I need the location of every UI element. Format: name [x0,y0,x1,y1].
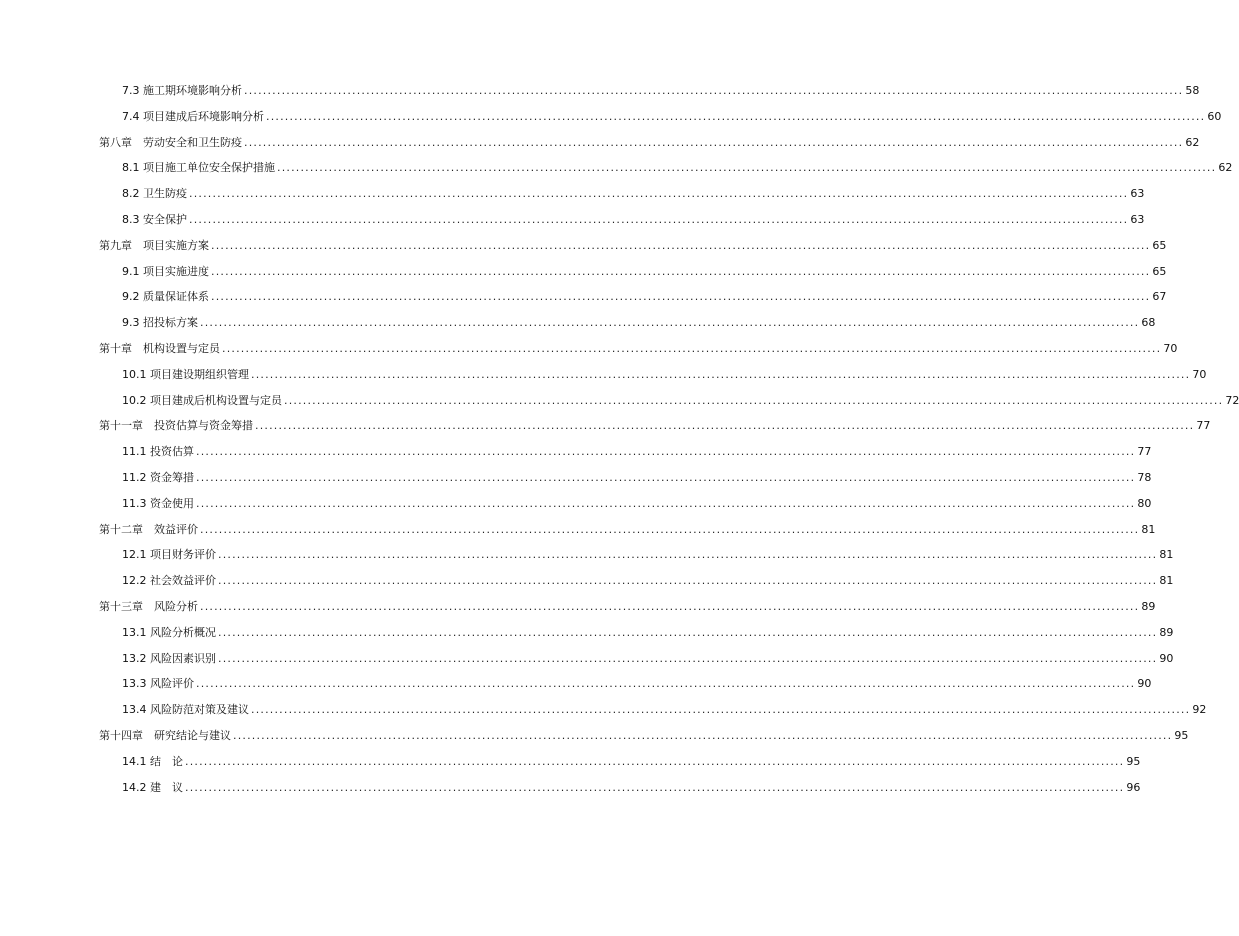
toc-leader-dots: ........................................................................................................................................................................................................ [277,161,1217,175]
toc-chapter-entry[interactable] [0,419,1211,445]
toc-leader-dots: ........................................................................................................................................................................................................ [211,264,1151,278]
toc-entry-page: 70 [1163,341,1178,355]
toc-entry-title: 8.2 卫生防疫 [122,187,187,201]
toc-chapter-entry[interactable] [0,341,1178,368]
toc-entry[interactable] [0,470,1152,497]
toc-entry-page: 77 [1196,419,1211,433]
toc-entry-title: 第十章 机构设置与定员 [99,341,220,355]
toc-entry-title: 11.2 资金筹措 [122,470,194,484]
toc-entry[interactable] [0,625,1174,652]
toc-entry-title: 7.3 施工期环境影响分析 [122,84,242,97]
toc-entry-title: 10.1 项目建设期组织管理 [122,367,249,381]
toc-entry-title: 第九章 项目实施方案 [99,238,209,252]
toc-chapter-entry[interactable] [0,135,1200,162]
toc-chapter-entry[interactable] [0,728,1189,755]
toc-entry-page: 89 [1159,625,1174,639]
toc-leader-dots: ........................................................................................................................................................................................................ [233,728,1173,742]
toc-entry-title: 12.2 社会效益评价 [122,574,216,588]
toc-entry-title: 13.2 风险因素识别 [122,651,216,665]
toc-entry-page: 63 [1130,212,1145,226]
toc-entry-title: 第十四章 研究结论与建议 [99,728,231,742]
toc-entry-page: 58 [1185,84,1200,97]
toc-entry-page: 72 [1225,393,1239,407]
toc-entry-page: 78 [1137,470,1152,484]
toc-entry-page: 96 [1126,780,1141,794]
toc-entry-page: 90 [1159,651,1174,665]
toc-leader-dots: ........................................................................................................................................................................................................ [255,419,1195,433]
toc-entry[interactable] [0,651,1174,678]
toc-leader-dots: ........................................................................................................................................................................................................ [196,677,1136,691]
toc-leader-dots: ........................................................................................................................................................................................................ [200,599,1140,613]
toc-entry-title: 11.1 投资估算 [122,445,194,459]
toc-chapter-entry[interactable] [0,522,1156,549]
toc-entry-title: 第十三章 风险分析 [99,599,198,613]
toc-entry-title: 13.4 风险防范对策及建议 [122,703,249,717]
toc-entry-title: 12.1 项目财务评价 [122,548,216,562]
toc-entry-page: 95 [1174,728,1189,742]
toc-leader-dots: ........................................................................................................................................................................................................ [196,496,1136,510]
toc-entry[interactable] [0,290,1167,316]
toc-entry[interactable] [0,393,1239,420]
toc-leader-dots: ........................................................................................................................................................................................................ [244,135,1184,149]
toc-entry-page: 67 [1152,290,1167,304]
toc-entry-title: 10.2 项目建成后机构设置与定员 [122,393,282,407]
toc-entry-title: 9.2 质量保证体系 [122,290,209,304]
toc-entry[interactable] [0,367,1207,394]
toc-entry[interactable] [0,754,1141,781]
toc-leader-dots: ........................................................................................................................................................................................................ [218,625,1158,639]
toc-entry-title: 9.1 项目实施进度 [122,264,209,278]
toc-entry-page: 95 [1126,754,1141,768]
toc-leader-dots: ........................................................................................................................................................................................................ [200,316,1140,330]
toc-entry-page: 60 [1207,109,1222,123]
toc-entry-title: 11.3 资金使用 [122,496,194,510]
toc-leader-dots: ........................................................................................................................................................................................................ [251,367,1191,381]
toc-leader-dots: ........................................................................................................................................................................................................ [196,445,1136,459]
toc-leader-dots: ........................................................................................................................................................................................................ [211,238,1151,252]
toc-entry-title: 第十一章 投资估算与资金筹措 [99,419,253,433]
toc-entry-page: 68 [1141,316,1156,330]
toc-chapter-entry[interactable] [0,599,1156,626]
toc-entry-page: 81 [1159,574,1174,588]
toc-entry-title: 第八章 劳动安全和卫生防疫 [99,135,242,149]
toc-entry-page: 80 [1137,496,1152,510]
toc-entry[interactable] [0,264,1167,291]
toc-leader-dots: ........................................................................................................................................................................................................ [200,522,1140,536]
toc-entry[interactable] [0,780,1141,807]
toc-entry[interactable] [0,109,1222,136]
toc-leader-dots: ........................................................................................................................................................................................................ [244,84,1184,97]
toc-entry[interactable] [0,161,1233,187]
toc-entry-page: 70 [1192,367,1207,381]
toc-entry-title: 8.1 项目施工单位安全保护措施 [122,161,275,175]
toc-entry[interactable] [0,84,1200,110]
toc-entry-page: 77 [1137,445,1152,459]
toc-leader-dots: ........................................................................................................................................................................................................ [222,341,1162,355]
toc-entry[interactable] [0,574,1174,600]
toc-leader-dots: ........................................................................................................................................................................................................ [284,393,1224,407]
toc-entry-page: 62 [1185,135,1200,149]
toc-leader-dots: ........................................................................................................................................................................................................ [211,290,1151,304]
toc-leader-dots: ........................................................................................................................................................................................................ [185,754,1125,768]
toc-entry[interactable] [0,316,1156,342]
toc-leader-dots: ........................................................................................................................................................................................................ [189,212,1129,226]
toc-leader-dots: ........................................................................................................................................................................................................ [251,703,1191,717]
toc-entry[interactable] [0,445,1152,471]
toc-entry-page: 81 [1159,548,1174,562]
toc-entry-title: 9.3 招投标方案 [122,316,198,330]
toc-entry-page: 90 [1137,677,1152,691]
toc-leader-dots: ........................................................................................................................................................................................................ [218,574,1158,588]
toc-leader-dots: ........................................................................................................................................................................................................ [189,187,1129,201]
toc-entry[interactable] [0,548,1174,574]
toc-entry-title: 13.1 风险分析概况 [122,625,216,639]
toc-entry-page: 81 [1141,522,1156,536]
toc-entry-page: 62 [1218,161,1233,175]
toc-entry-title: 第十二章 效益评价 [99,522,198,536]
toc-leader-dots: ........................................................................................................................................................................................................ [218,548,1158,562]
toc-entry-page: 92 [1192,703,1207,717]
toc-entry-page: 65 [1152,238,1167,252]
toc-leader-dots: ........................................................................................................................................................................................................ [185,780,1125,794]
toc-entry[interactable] [0,496,1152,523]
toc-entry-page: 89 [1141,599,1156,613]
toc-entry[interactable] [0,677,1152,703]
toc-entry-title: 7.4 项目建成后环境影响分析 [122,109,264,123]
toc-leader-dots: ........................................................................................................................................................................................................ [218,651,1158,665]
toc-entry-page: 65 [1152,264,1167,278]
toc-chapter-entry[interactable] [0,238,1167,265]
toc-entry-title: 14.2 建 议 [122,780,183,794]
toc-entry-title: 13.3 风险评价 [122,677,194,691]
toc-entry-title: 8.3 安全保护 [122,212,187,226]
table-of-contents [0,84,1239,806]
toc-entry[interactable] [0,187,1145,213]
toc-entry[interactable] [0,703,1207,729]
toc-entry-title: 14.1 结 论 [122,754,183,768]
toc-entry[interactable] [0,212,1145,239]
toc-leader-dots: ........................................................................................................................................................................................................ [266,109,1206,123]
toc-entry-page: 63 [1130,187,1145,201]
toc-leader-dots: ........................................................................................................................................................................................................ [196,470,1136,484]
